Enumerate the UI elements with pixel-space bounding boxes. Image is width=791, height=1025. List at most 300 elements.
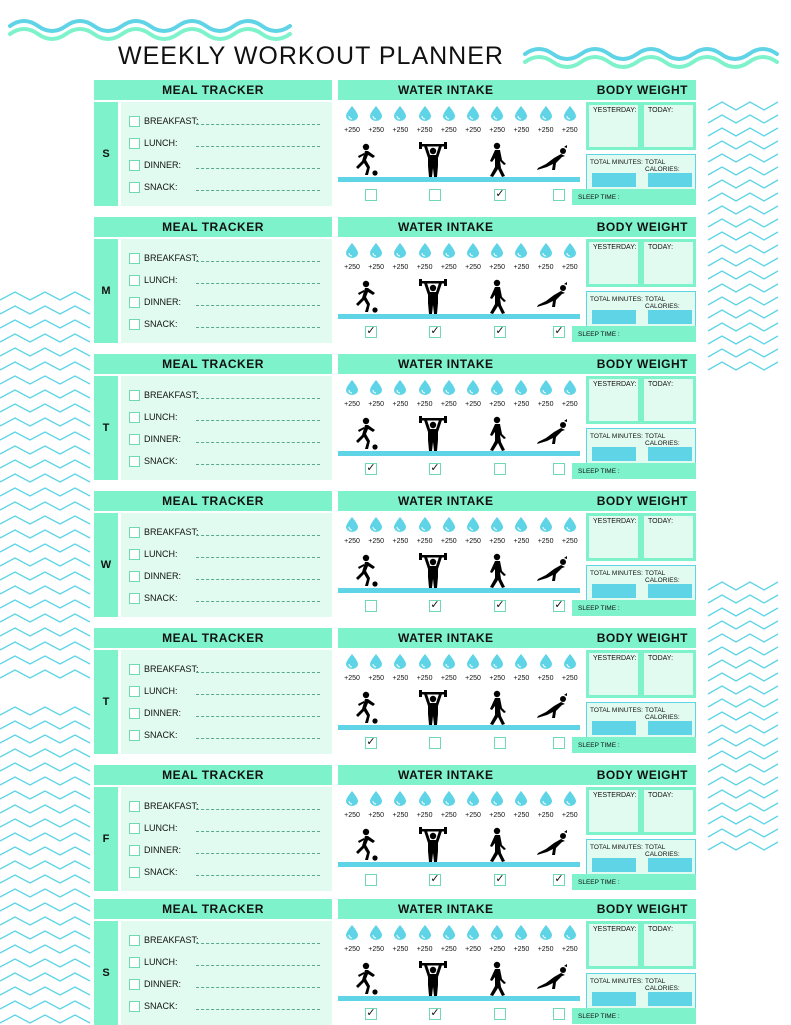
water-drop-icon[interactable] bbox=[368, 790, 384, 806]
water-drop-icon[interactable] bbox=[417, 379, 433, 395]
water-amount-label: +250 bbox=[416, 538, 433, 545]
water-amount-label: +250 bbox=[344, 127, 360, 134]
dinner-checkbox[interactable] bbox=[129, 845, 140, 856]
activity-checkbox[interactable]: ✓ bbox=[495, 188, 505, 200]
activity-checkbox[interactable] bbox=[553, 463, 565, 475]
lunch-input-line[interactable] bbox=[196, 965, 320, 966]
total-minutes-field[interactable] bbox=[592, 858, 636, 872]
water-drop-icon[interactable] bbox=[489, 242, 505, 258]
sleep-time-field[interactable]: SLEEP TIME : bbox=[572, 874, 696, 890]
water-drop-icon[interactable] bbox=[489, 790, 505, 806]
water-drop-icon[interactable] bbox=[441, 653, 457, 669]
activity-checkbox[interactable]: ✓ bbox=[430, 462, 440, 474]
activity-checkbox[interactable] bbox=[429, 737, 441, 749]
water-drop-icon[interactable] bbox=[344, 790, 360, 806]
water-drop-icon[interactable] bbox=[392, 379, 408, 395]
lunch-checkbox[interactable] bbox=[129, 686, 140, 697]
water-drop-icon[interactable] bbox=[538, 379, 554, 395]
yesterday-weight-box[interactable] bbox=[588, 378, 639, 422]
lunch-checkbox[interactable] bbox=[129, 957, 140, 968]
water-drop-icon[interactable] bbox=[392, 242, 408, 258]
running-icon bbox=[348, 827, 382, 863]
water-drop-icon[interactable] bbox=[513, 790, 529, 806]
dinner-label: DINNER: bbox=[144, 434, 182, 444]
dinner-input-line[interactable] bbox=[196, 305, 320, 306]
water-amount-label: +250 bbox=[440, 538, 457, 545]
water-intake-area bbox=[338, 102, 580, 178]
meal-row-breakfast bbox=[129, 251, 200, 265]
water-drop-icon[interactable] bbox=[392, 924, 408, 940]
water-drop-icon[interactable] bbox=[465, 516, 481, 532]
water-amount-label: +250 bbox=[392, 946, 409, 953]
water-intake-label: WATER INTAKE bbox=[398, 357, 494, 371]
breakfast-checkbox[interactable] bbox=[129, 527, 140, 538]
weightlifting-icon bbox=[416, 416, 450, 452]
water-drop-icon[interactable] bbox=[417, 105, 433, 121]
water-amount-label: +250 bbox=[368, 127, 385, 134]
water-amount-label: +250 bbox=[489, 538, 506, 545]
water-drop-icon[interactable] bbox=[562, 242, 578, 258]
total-minutes-field[interactable] bbox=[592, 992, 636, 1006]
meal-row-dinner bbox=[129, 569, 200, 583]
activity-checkbox[interactable]: ✓ bbox=[495, 873, 505, 885]
water-drop-icon[interactable] bbox=[465, 242, 481, 258]
total-minutes-field[interactable] bbox=[592, 721, 636, 735]
total-minutes-label: TOTAL MINUTES: bbox=[590, 433, 643, 440]
today-weight-box[interactable] bbox=[643, 652, 694, 696]
totals-panel bbox=[586, 839, 696, 875]
breakfast-input-line[interactable] bbox=[196, 261, 320, 262]
day-letter: F bbox=[94, 787, 118, 891]
body-weight-label: BODY WEIGHT bbox=[596, 357, 688, 371]
today-weight-box[interactable] bbox=[643, 515, 694, 559]
sleep-time-field[interactable]: SLEEP TIME : bbox=[572, 326, 696, 342]
total-minutes-field[interactable] bbox=[592, 447, 636, 461]
meal-row-dinner bbox=[129, 432, 200, 446]
water-drop-icon[interactable] bbox=[441, 105, 457, 121]
weightlifting-icon bbox=[416, 142, 450, 178]
yesterday-weight-box[interactable] bbox=[588, 515, 639, 559]
yesterday-weight-box[interactable] bbox=[588, 104, 639, 148]
breakfast-checkbox[interactable] bbox=[129, 116, 140, 127]
total-calories-field[interactable] bbox=[648, 173, 692, 187]
lunch-label: LUNCH: bbox=[144, 686, 178, 696]
water-amount-label: +250 bbox=[368, 946, 385, 953]
water-drop-icon[interactable] bbox=[344, 379, 360, 395]
body-weight-panel bbox=[586, 650, 696, 698]
water-drop-icon[interactable] bbox=[513, 379, 529, 395]
water-amount-label: +250 bbox=[440, 127, 457, 134]
meal-row-dinner bbox=[129, 706, 200, 720]
water-drop-icon[interactable] bbox=[538, 653, 554, 669]
activity-checkbox[interactable] bbox=[494, 737, 506, 749]
breakfast-input-line[interactable] bbox=[196, 398, 320, 399]
total-minutes-field[interactable] bbox=[592, 310, 636, 324]
lunch-checkbox[interactable] bbox=[129, 138, 140, 149]
yesterday-label: YESTERDAY: bbox=[593, 381, 637, 388]
meal-row-lunch bbox=[129, 136, 200, 150]
water-amount-label: +250 bbox=[537, 675, 554, 682]
sleep-time-field[interactable]: SLEEP TIME : bbox=[572, 189, 696, 205]
water-weight-header bbox=[338, 765, 696, 785]
water-drop-icon[interactable] bbox=[538, 790, 554, 806]
water-drop-icon[interactable] bbox=[368, 516, 384, 532]
day-block bbox=[94, 80, 696, 206]
yesterday-label: YESTERDAY: bbox=[593, 792, 637, 799]
activity-checkbox[interactable]: ✓ bbox=[366, 736, 376, 748]
breakfast-input-line[interactable] bbox=[196, 535, 320, 536]
total-minutes-field[interactable] bbox=[592, 173, 636, 187]
water-amount-label: +250 bbox=[392, 675, 409, 682]
snack-checkbox[interactable] bbox=[129, 1001, 140, 1012]
snack-input-line[interactable] bbox=[196, 464, 320, 465]
water-drop-icon[interactable] bbox=[489, 653, 505, 669]
water-drop-icon[interactable] bbox=[344, 516, 360, 532]
yesterday-weight-box[interactable] bbox=[588, 652, 639, 696]
water-drop-icon[interactable] bbox=[368, 653, 384, 669]
activity-checkbox[interactable]: ✓ bbox=[430, 325, 440, 337]
breakfast-checkbox[interactable] bbox=[129, 253, 140, 264]
activity-checkbox[interactable] bbox=[553, 189, 565, 201]
activity-checkbox[interactable] bbox=[429, 189, 441, 201]
meal-row-breakfast bbox=[129, 662, 200, 676]
water-drop-icon[interactable] bbox=[489, 379, 505, 395]
activity-checkbox[interactable]: ✓ bbox=[366, 1007, 376, 1019]
diving-icon bbox=[534, 827, 568, 863]
activity-checkbox[interactable] bbox=[553, 1008, 565, 1020]
dinner-checkbox[interactable] bbox=[129, 708, 140, 719]
water-drop-icon[interactable] bbox=[417, 653, 433, 669]
snack-checkbox[interactable] bbox=[129, 867, 140, 878]
lunch-label: LUNCH: bbox=[144, 138, 178, 148]
today-weight-box[interactable] bbox=[643, 923, 694, 967]
snack-input-line[interactable] bbox=[196, 190, 320, 191]
snack-input-line[interactable] bbox=[196, 1009, 320, 1010]
meal-row-snack bbox=[129, 865, 200, 879]
lunch-checkbox[interactable] bbox=[129, 412, 140, 423]
water-drop-icon[interactable] bbox=[344, 924, 360, 940]
dinner-checkbox[interactable] bbox=[129, 979, 140, 990]
water-amount-label: +250 bbox=[513, 264, 530, 271]
day-block bbox=[94, 491, 696, 617]
water-drop-icon[interactable] bbox=[344, 653, 360, 669]
water-drop-icon[interactable] bbox=[368, 105, 384, 121]
meal-row-dinner bbox=[129, 158, 200, 172]
water-drop-icon[interactable] bbox=[538, 924, 554, 940]
total-calories-field[interactable] bbox=[648, 447, 692, 461]
water-amount-label: +250 bbox=[416, 946, 433, 953]
water-drop-icon[interactable] bbox=[441, 242, 457, 258]
yesterday-weight-box[interactable] bbox=[588, 241, 639, 285]
dinner-checkbox[interactable] bbox=[129, 571, 140, 582]
snack-input-line[interactable] bbox=[196, 327, 320, 328]
water-drop-icon[interactable] bbox=[513, 516, 529, 532]
water-drop-icon[interactable] bbox=[538, 242, 554, 258]
meal-row-snack bbox=[129, 999, 200, 1013]
day-block bbox=[94, 765, 696, 891]
totals-panel bbox=[586, 154, 696, 190]
dinner-label: DINNER: bbox=[144, 708, 182, 718]
activity-checkbox[interactable]: ✓ bbox=[495, 599, 505, 611]
water-drop-icon[interactable] bbox=[441, 516, 457, 532]
yesterday-weight-box[interactable] bbox=[588, 923, 639, 967]
total-calories-field[interactable] bbox=[648, 992, 692, 1006]
dinner-label: DINNER: bbox=[144, 571, 182, 581]
yesterday-weight-box[interactable] bbox=[588, 789, 639, 833]
meal-row-breakfast bbox=[129, 799, 200, 813]
water-amount-label: +250 bbox=[465, 401, 481, 408]
snack-label: SNACK: bbox=[144, 1001, 178, 1011]
meal-tracker-header: MEAL TRACKER bbox=[94, 491, 332, 511]
snack-checkbox[interactable] bbox=[129, 182, 140, 193]
walking-icon bbox=[480, 961, 514, 997]
water-amount-label: +250 bbox=[440, 675, 457, 682]
water-drop-icon[interactable] bbox=[368, 242, 384, 258]
meal-row-breakfast bbox=[129, 525, 200, 539]
dinner-input-line[interactable] bbox=[196, 716, 320, 717]
activity-baseline bbox=[338, 588, 580, 593]
snack-checkbox[interactable] bbox=[129, 319, 140, 330]
sleep-time-field[interactable]: SLEEP TIME : bbox=[572, 463, 696, 479]
water-drop-icon[interactable] bbox=[441, 924, 457, 940]
water-amount-label: +250 bbox=[368, 675, 385, 682]
total-minutes-field[interactable] bbox=[592, 584, 636, 598]
breakfast-checkbox[interactable] bbox=[129, 801, 140, 812]
snack-checkbox[interactable] bbox=[129, 456, 140, 467]
water-amount-label: +250 bbox=[561, 946, 578, 953]
diving-icon bbox=[534, 553, 568, 589]
today-label: TODAY: bbox=[648, 926, 674, 933]
lunch-input-line[interactable] bbox=[196, 557, 320, 558]
water-drop-icon[interactable] bbox=[538, 105, 554, 121]
lunch-input-line[interactable] bbox=[196, 694, 320, 695]
day-letter: W bbox=[94, 513, 118, 617]
dinner-input-line[interactable] bbox=[196, 987, 320, 988]
sleep-time-field[interactable]: SLEEP TIME : bbox=[572, 737, 696, 753]
water-drop-icon[interactable] bbox=[465, 379, 481, 395]
water-drop-icon[interactable] bbox=[465, 790, 481, 806]
water-intake-area bbox=[338, 239, 580, 315]
totals-panel bbox=[586, 291, 696, 327]
snack-checkbox[interactable] bbox=[129, 593, 140, 604]
diving-icon bbox=[534, 279, 568, 315]
activity-baseline bbox=[338, 725, 580, 730]
activity-checkbox[interactable] bbox=[494, 1008, 506, 1020]
total-minutes-label: TOTAL MINUTES: bbox=[590, 570, 643, 577]
water-amount-label: +250 bbox=[440, 946, 457, 953]
water-intake-area bbox=[338, 376, 580, 452]
water-drop-icon[interactable] bbox=[392, 105, 408, 121]
activity-checkbox[interactable]: ✓ bbox=[430, 599, 440, 611]
breakfast-label: BREAKFAST: bbox=[144, 527, 199, 537]
meal-row-lunch bbox=[129, 821, 200, 835]
activity-checkbox[interactable]: ✓ bbox=[366, 325, 376, 337]
water-drop-icon[interactable] bbox=[417, 516, 433, 532]
snack-input-line[interactable] bbox=[196, 601, 320, 602]
today-weight-box[interactable] bbox=[643, 378, 694, 422]
water-amount-label: +250 bbox=[513, 812, 530, 819]
water-drop-icon[interactable] bbox=[562, 653, 578, 669]
water-amount-label: +250 bbox=[513, 675, 530, 682]
today-weight-box[interactable] bbox=[643, 241, 694, 285]
activity-checkbox[interactable]: ✓ bbox=[430, 1007, 440, 1019]
total-calories-label: TOTAL CALORIES: bbox=[645, 159, 680, 173]
water-drop-icon[interactable] bbox=[368, 924, 384, 940]
snack-label: SNACK: bbox=[144, 456, 178, 466]
dinner-input-line[interactable] bbox=[196, 442, 320, 443]
weightlifting-icon bbox=[416, 279, 450, 315]
water-drop-icon[interactable] bbox=[489, 516, 505, 532]
lunch-label: LUNCH: bbox=[144, 275, 178, 285]
snack-label: SNACK: bbox=[144, 319, 178, 329]
activity-checkbox[interactable]: ✓ bbox=[366, 462, 376, 474]
lunch-input-line[interactable] bbox=[196, 420, 320, 421]
water-drop-icon[interactable] bbox=[562, 516, 578, 532]
activity-checkbox[interactable]: ✓ bbox=[554, 873, 564, 885]
activity-checkbox[interactable]: ✓ bbox=[554, 325, 564, 337]
breakfast-checkbox[interactable] bbox=[129, 935, 140, 946]
total-calories-field[interactable] bbox=[648, 584, 692, 598]
breakfast-input-line[interactable] bbox=[196, 809, 320, 810]
lunch-input-line[interactable] bbox=[196, 283, 320, 284]
water-drop-icon[interactable] bbox=[513, 105, 529, 121]
activity-checkbox[interactable] bbox=[553, 737, 565, 749]
activity-checkbox[interactable] bbox=[365, 874, 377, 886]
day-block bbox=[94, 354, 696, 480]
activity-baseline bbox=[338, 314, 580, 319]
water-amount-label: +250 bbox=[440, 264, 457, 271]
body-weight-label: BODY WEIGHT bbox=[596, 220, 688, 234]
water-drop-icon[interactable] bbox=[368, 379, 384, 395]
snack-label: SNACK: bbox=[144, 593, 178, 603]
diving-icon bbox=[534, 416, 568, 452]
water-drop-icon[interactable] bbox=[417, 924, 433, 940]
lunch-input-line[interactable] bbox=[196, 146, 320, 147]
water-drop-icon[interactable] bbox=[344, 242, 360, 258]
total-calories-field[interactable] bbox=[648, 721, 692, 735]
water-drop-icon[interactable] bbox=[392, 516, 408, 532]
breakfast-input-line[interactable] bbox=[196, 672, 320, 673]
body-weight-label: BODY WEIGHT bbox=[596, 768, 688, 782]
sleep-time-field[interactable]: SLEEP TIME : bbox=[572, 600, 696, 616]
snack-input-line[interactable] bbox=[196, 875, 320, 876]
total-calories-label: TOTAL CALORIES: bbox=[645, 570, 680, 584]
water-drop-icon[interactable] bbox=[538, 516, 554, 532]
water-amount-label: +250 bbox=[392, 812, 409, 819]
water-drop-icon[interactable] bbox=[489, 924, 505, 940]
dinner-checkbox[interactable] bbox=[129, 434, 140, 445]
water-amount-label: +250 bbox=[416, 812, 433, 819]
water-drop-icon[interactable] bbox=[465, 653, 481, 669]
water-drop-icon[interactable] bbox=[392, 790, 408, 806]
water-intake-area bbox=[338, 650, 580, 726]
water-drop-icon[interactable] bbox=[513, 242, 529, 258]
water-drop-icon[interactable] bbox=[417, 242, 433, 258]
water-amount-label: +250 bbox=[344, 401, 360, 408]
walking-icon bbox=[480, 416, 514, 452]
breakfast-checkbox[interactable] bbox=[129, 390, 140, 401]
activity-checkbox[interactable] bbox=[365, 189, 377, 201]
dinner-checkbox[interactable] bbox=[129, 160, 140, 171]
meal-tracker-header: MEAL TRACKER bbox=[94, 80, 332, 100]
day-block bbox=[94, 628, 696, 754]
water-intake-area bbox=[338, 921, 580, 997]
diving-icon bbox=[534, 142, 568, 178]
water-drop-icon[interactable] bbox=[562, 924, 578, 940]
water-drop-icon[interactable] bbox=[513, 653, 529, 669]
activity-checkbox[interactable] bbox=[365, 600, 377, 612]
activity-checkbox[interactable]: ✓ bbox=[554, 599, 564, 611]
today-label: TODAY: bbox=[648, 792, 674, 799]
dinner-input-line[interactable] bbox=[196, 579, 320, 580]
breakfast-input-line[interactable] bbox=[196, 124, 320, 125]
activity-baseline bbox=[338, 451, 580, 456]
water-drop-icon[interactable] bbox=[344, 105, 360, 121]
body-weight-label: BODY WEIGHT bbox=[596, 902, 688, 916]
dinner-checkbox[interactable] bbox=[129, 297, 140, 308]
total-calories-field[interactable] bbox=[648, 310, 692, 324]
sleep-time-field[interactable]: SLEEP TIME : bbox=[572, 1008, 696, 1024]
meal-row-dinner bbox=[129, 843, 200, 857]
water-drop-icon[interactable] bbox=[513, 924, 529, 940]
water-drop-icon[interactable] bbox=[392, 653, 408, 669]
water-drop-icon[interactable] bbox=[465, 924, 481, 940]
snack-checkbox[interactable] bbox=[129, 730, 140, 741]
meal-row-snack bbox=[129, 180, 200, 194]
dinner-input-line[interactable] bbox=[196, 168, 320, 169]
walking-icon bbox=[480, 142, 514, 178]
meal-tracker-header: MEAL TRACKER bbox=[94, 899, 332, 919]
activity-checkbox[interactable]: ✓ bbox=[430, 873, 440, 885]
activity-baseline bbox=[338, 862, 580, 867]
lunch-input-line[interactable] bbox=[196, 831, 320, 832]
water-intake-label: WATER INTAKE bbox=[398, 768, 494, 782]
water-drop-icon[interactable] bbox=[562, 379, 578, 395]
dinner-label: DINNER: bbox=[144, 297, 182, 307]
breakfast-input-line[interactable] bbox=[196, 943, 320, 944]
running-icon bbox=[348, 416, 382, 452]
dinner-label: DINNER: bbox=[144, 160, 182, 170]
water-drop-icon[interactable] bbox=[562, 790, 578, 806]
water-amount-label: +250 bbox=[561, 538, 578, 545]
today-weight-box[interactable] bbox=[643, 789, 694, 833]
water-amount-label: +250 bbox=[561, 812, 578, 819]
lunch-checkbox[interactable] bbox=[129, 275, 140, 286]
dinner-input-line[interactable] bbox=[196, 853, 320, 854]
water-amount-label: +250 bbox=[513, 127, 530, 134]
totals-panel bbox=[586, 973, 696, 1009]
water-weight-header bbox=[338, 899, 696, 919]
water-amount-label: +250 bbox=[392, 264, 409, 271]
activity-checkbox[interactable] bbox=[494, 463, 506, 475]
total-calories-field[interactable] bbox=[648, 858, 692, 872]
activity-checkbox[interactable]: ✓ bbox=[495, 325, 505, 337]
water-drop-icon[interactable] bbox=[465, 105, 481, 121]
day-letter: S bbox=[94, 921, 118, 1025]
water-drop-icon[interactable] bbox=[417, 790, 433, 806]
water-drop-icon[interactable] bbox=[562, 105, 578, 121]
water-drop-icon[interactable] bbox=[441, 790, 457, 806]
water-drop-icon[interactable] bbox=[441, 379, 457, 395]
lunch-checkbox[interactable] bbox=[129, 823, 140, 834]
today-weight-box[interactable] bbox=[643, 104, 694, 148]
breakfast-checkbox[interactable] bbox=[129, 664, 140, 675]
total-calories-label: TOTAL CALORIES: bbox=[645, 707, 680, 721]
body-weight-panel bbox=[586, 102, 696, 150]
lunch-checkbox[interactable] bbox=[129, 549, 140, 560]
snack-input-line[interactable] bbox=[196, 738, 320, 739]
water-drop-icon[interactable] bbox=[489, 105, 505, 121]
